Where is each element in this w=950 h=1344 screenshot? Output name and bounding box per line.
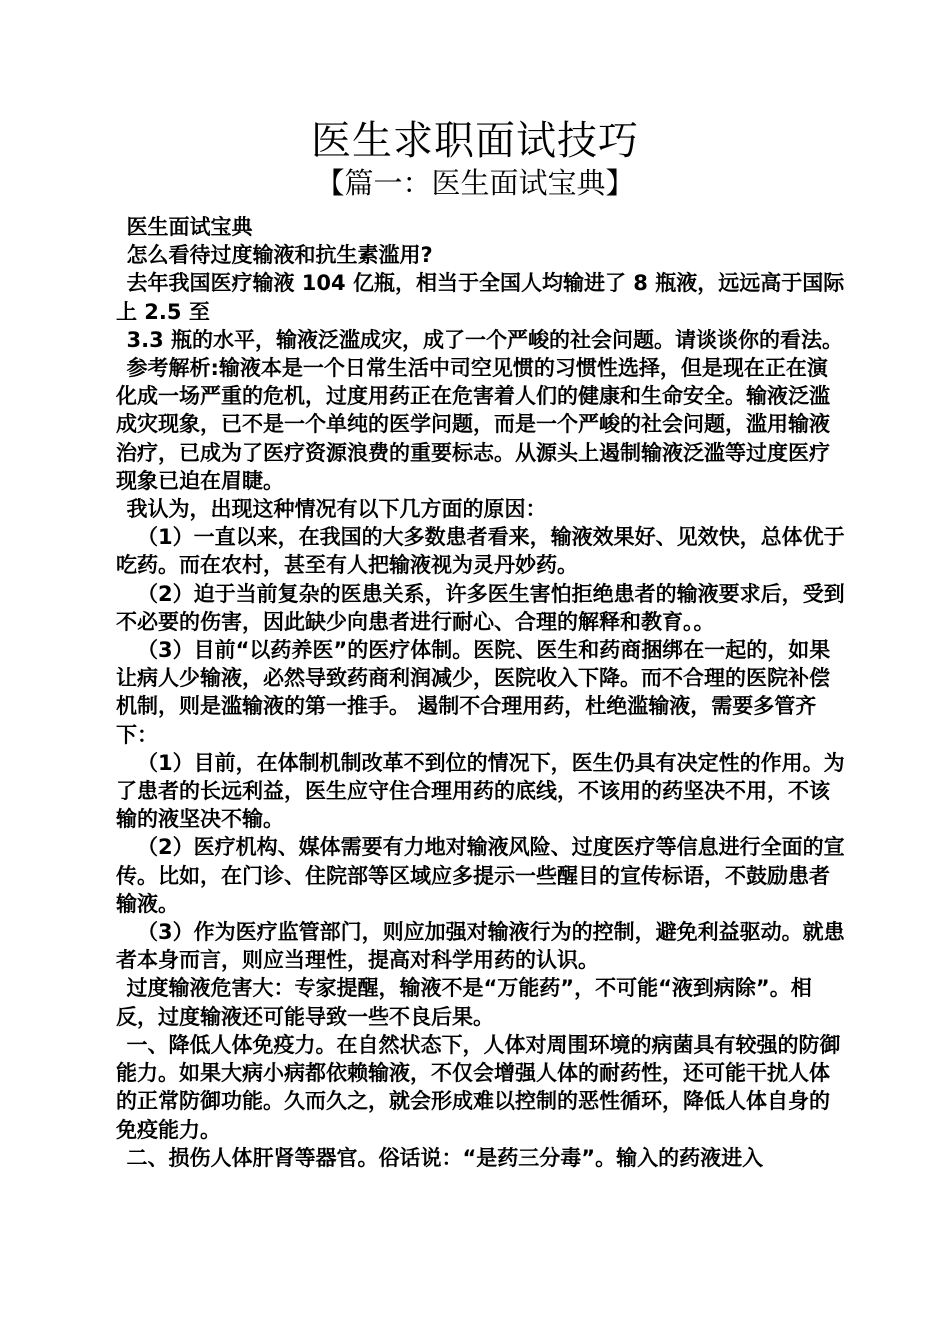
paragraph: 医生面试宝典 [126,215,253,239]
document-body [116,213,846,1172]
paragraph: 二、损伤人体肝肾等器官。俗话说：“是药三分毒”。输入的药液进入 [126,1145,764,1170]
paragraph: 去年我国医疗输液 104 亿瓶，相当于全国人均输进了 8 瓶液，远远高于国际上 2.5 至 [116,271,845,324]
paragraph: 怎么看待过度输液和抗生素滥用? [126,243,433,268]
paragraph: 过度输液危害大：专家提醒，输液不是“万能药”，不可能“液到病除”。相反，过度输液还可能导致一些不良后果。 [116,976,812,1029]
paragraph: （1）一直以来，在我国的大多数患者看来，输液效果好、见效快，总体优于吃药。而在农村，甚至有人把输液视为灵丹妙药。 [116,525,845,578]
paragraph: （3）作为医疗监管部门，则应加强对输液行为的控制，避免利益驱动。就患者本身而言，则应当理性，提高对科学用药的认识。 [116,920,845,973]
paragraph: （2）迫于当前复杂的医患关系，许多医生害怕拒绝患者的输液要求后，受到不必要的伤害，因此缺少向患者进行耐心、合理的解释和教育。。 [116,581,845,634]
paragraph: （3）目前“以药养医”的医疗体制。医院、医生和药商捆绑在一起的，如果让病人少输液，必然导致药商利润减少，医院收入下降。而不合理的医院补偿机制，则是滥输液的第一推手。 遏制不合理用药，杜绝滥输液，需要多管齐下： [116,638,831,747]
document-title: 医生求职面试技巧 [311,118,639,164]
paragraph: 一、降低人体免疫力。在自然状态下，人体对周围环境的病菌具有较强的防御能力。如果大病小病都依赖输液，不仅会增强人体的耐药性，还可能干扰人体的正常防御功能。久而久之，就会形成难以控制的恶性循环，降低人体自身的免疫能力。 [116,1032,841,1142]
paragraph: （1）目前，在体制机制改革不到位的情况下，医生仍具有决定性的作用。为了患者的长远利益，医生应守住合理用药的底线，不该用的药坚决不用，不该输的液坚决不输。 [116,750,845,832]
document-subtitle: 【篇一：医生面试宝典】 [315,166,635,200]
paragraph: 3.3 瓶的水平，输液泛滥成灾，成了一个严峻的社会问题。请谈谈你的看法。 [126,327,844,352]
paragraph: （2）医疗机构、媒体需要有力地对输液风险、过度医疗等信息进行全面的宣传。比如，在门诊、住院部等区域应多提示一些醒目的宣传标语，不鼓励患者输液。 [116,835,845,916]
paragraph: 参考解析:输液本是一个日常生活中司空见惯的习惯性选择，但是现在正在演化成一场严重的危机，过度用药正在危害着人们的健康和生命安全。输液泛滥成灾现象，已不是一个单纯的医学问题，而是一个严峻的社会问题，滥用输液治疗，已成为了医疗资源浪费的重要标志。从源头上遏制输液泛滥等过度医疗现象已迫在眉睫。 [116,356,830,493]
paragraph: 我认为，出现这种情况有以下几方面的原因： [126,497,547,522]
